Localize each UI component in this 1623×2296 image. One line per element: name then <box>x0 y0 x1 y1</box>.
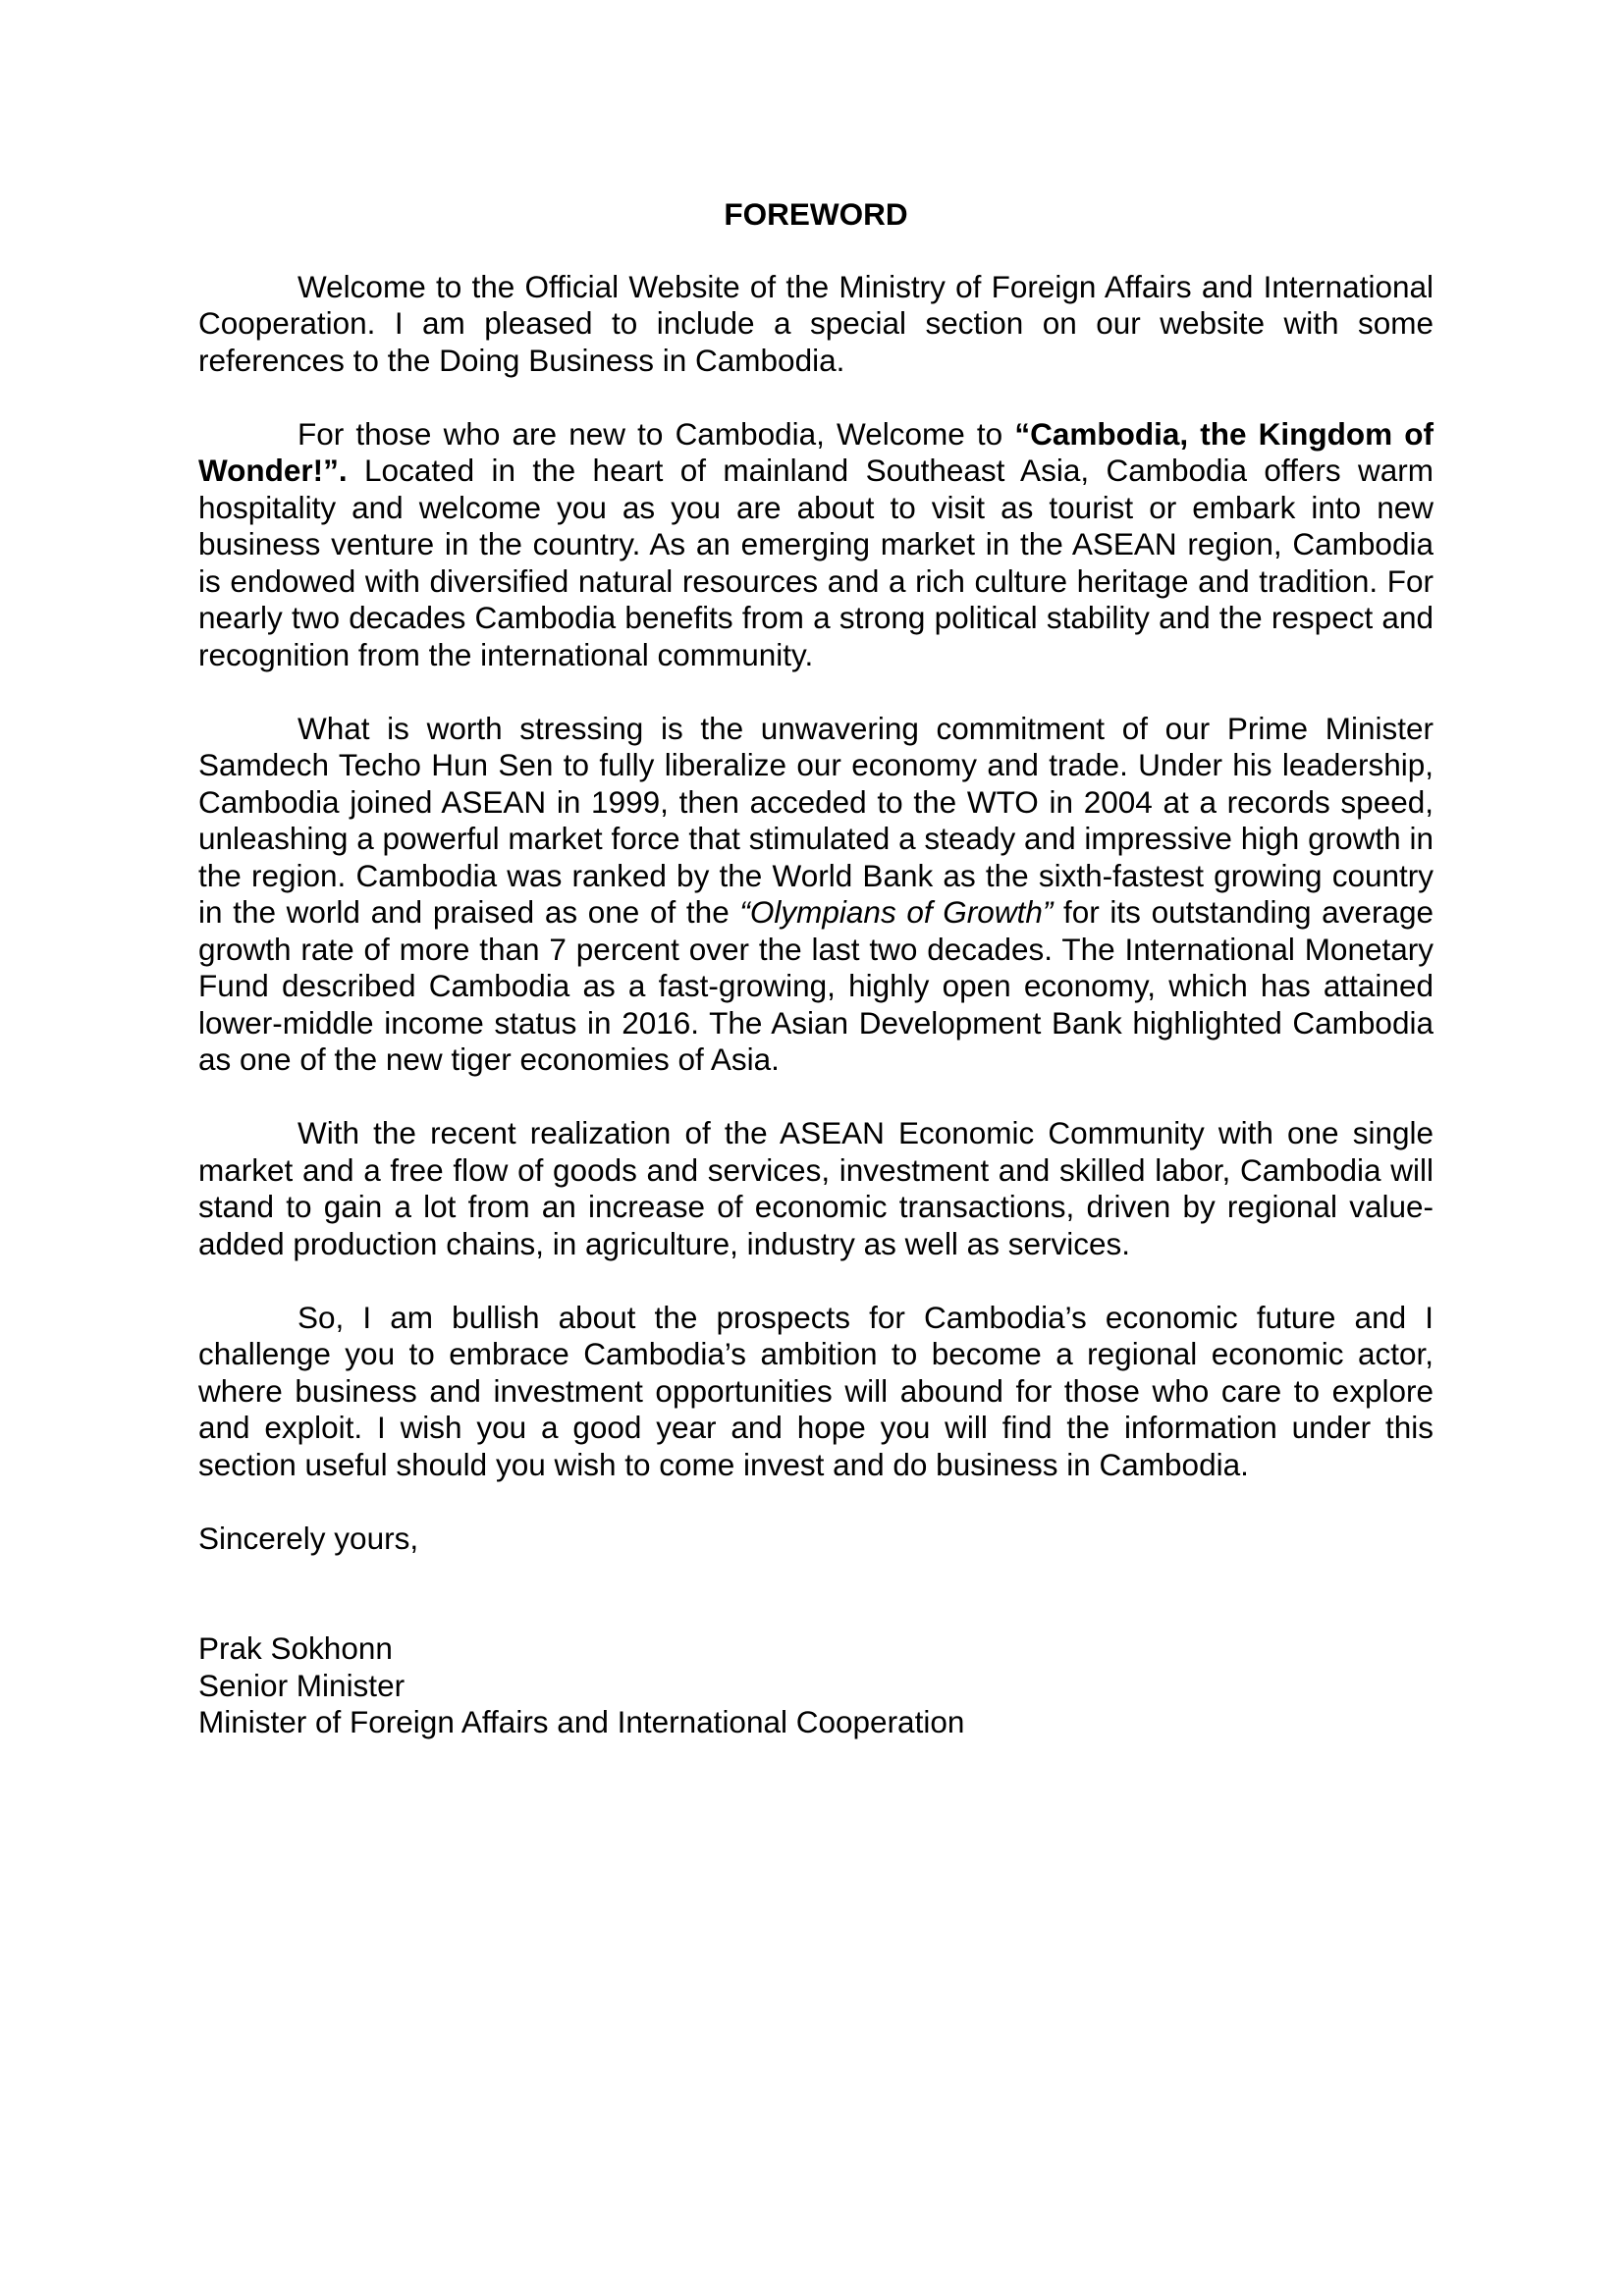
signature-block <box>198 1630 1434 1741</box>
signatory-office: Minister of Foreign Affairs and International Cooperation <box>198 1704 965 1739</box>
paragraph-welcome: Welcome to the Official Website of the Ministry of Foreign Affairs and International Cooperation. I am pleased to include a special section on our website with some references to the Doing Business in Cambodia. <box>198 268 1434 378</box>
paragraph-economy-text-a: What is worth stressing is the unwavering commitment of our Prime Minister Samdech Techo Hun Sen to fully liberalize our economy and trade. Under his leadership, Cambodia joined ASEAN in 1999, then acceded to the WTO in 2004 at a records speed, unleashing a powerful market force that stimulated a steady and impressive high growth in the region. Cambodia was ranked by the World Bank as the sixth-fastest growing country in the world and praised as one of the <box>198 710 1434 930</box>
olympians-of-growth-quote: “Olympians of Growth” <box>739 894 1054 930</box>
signatory-title: Senior Minister <box>198 1667 406 1703</box>
page-title: FOREWORD <box>724 196 908 232</box>
foreword-content <box>198 196 1434 1741</box>
kingdom-of-wonder-slogan: “Cambodia, the Kingdom of Wonder!”. <box>198 415 1434 488</box>
paragraph-economy-text-b: for its outstanding average growth rate of more than 7 percent over the last two decades. The International Monetary Fund described Cambodia as a fast-growing, highly open economy, which has attained lower-middle income status in 2016. The Asian Development Bank highlighted Cambodia as one of the new tiger economies of Asia. <box>198 894 1434 1077</box>
paragraph-introduction-text-b: Located in the heart of mainland Southeast Asia, Cambodia offers warm hospitality and welcome you as you are about to visit as tourist or embark into new business venture in the country. As an emerging market in the ASEAN region, Cambodia is endowed with diversified natural resources and a rich culture heritage and tradition. For nearly two decades Cambodia benefits from a strong political stability and the respect and recognition from the international community. <box>198 453 1434 672</box>
signatory-name: Prak Sokhonn <box>198 1630 393 1666</box>
paragraph-outlook: So, I am bullish about the prospects for Cambodia’s economic future and I challenge you to embrace Cambodia’s ambition to become a regional economic actor, where business and investment opportunities will abound for those who care to explore and exploit. I wish you a good year and hope you will find the information under this section useful should you wish to come invest and do business in Cambodia. <box>198 1299 1434 1482</box>
closing-salutation: Sincerely yours, <box>198 1520 419 1556</box>
paragraph-introduction-text-a: For those who are new to Cambodia, Welcome to <box>298 415 1015 452</box>
paragraph-introduction <box>198 416 1434 674</box>
paragraph-economy <box>198 711 1434 1079</box>
paragraph-asean: With the recent realization of the ASEAN Economic Community with one single market and a free flow of goods and services, investment and skilled labor, Cambodia will stand to gain a lot from an increase of economic transactions, driven by regional value-added production chains, in agriculture, industry as well as services. <box>198 1115 1434 1261</box>
